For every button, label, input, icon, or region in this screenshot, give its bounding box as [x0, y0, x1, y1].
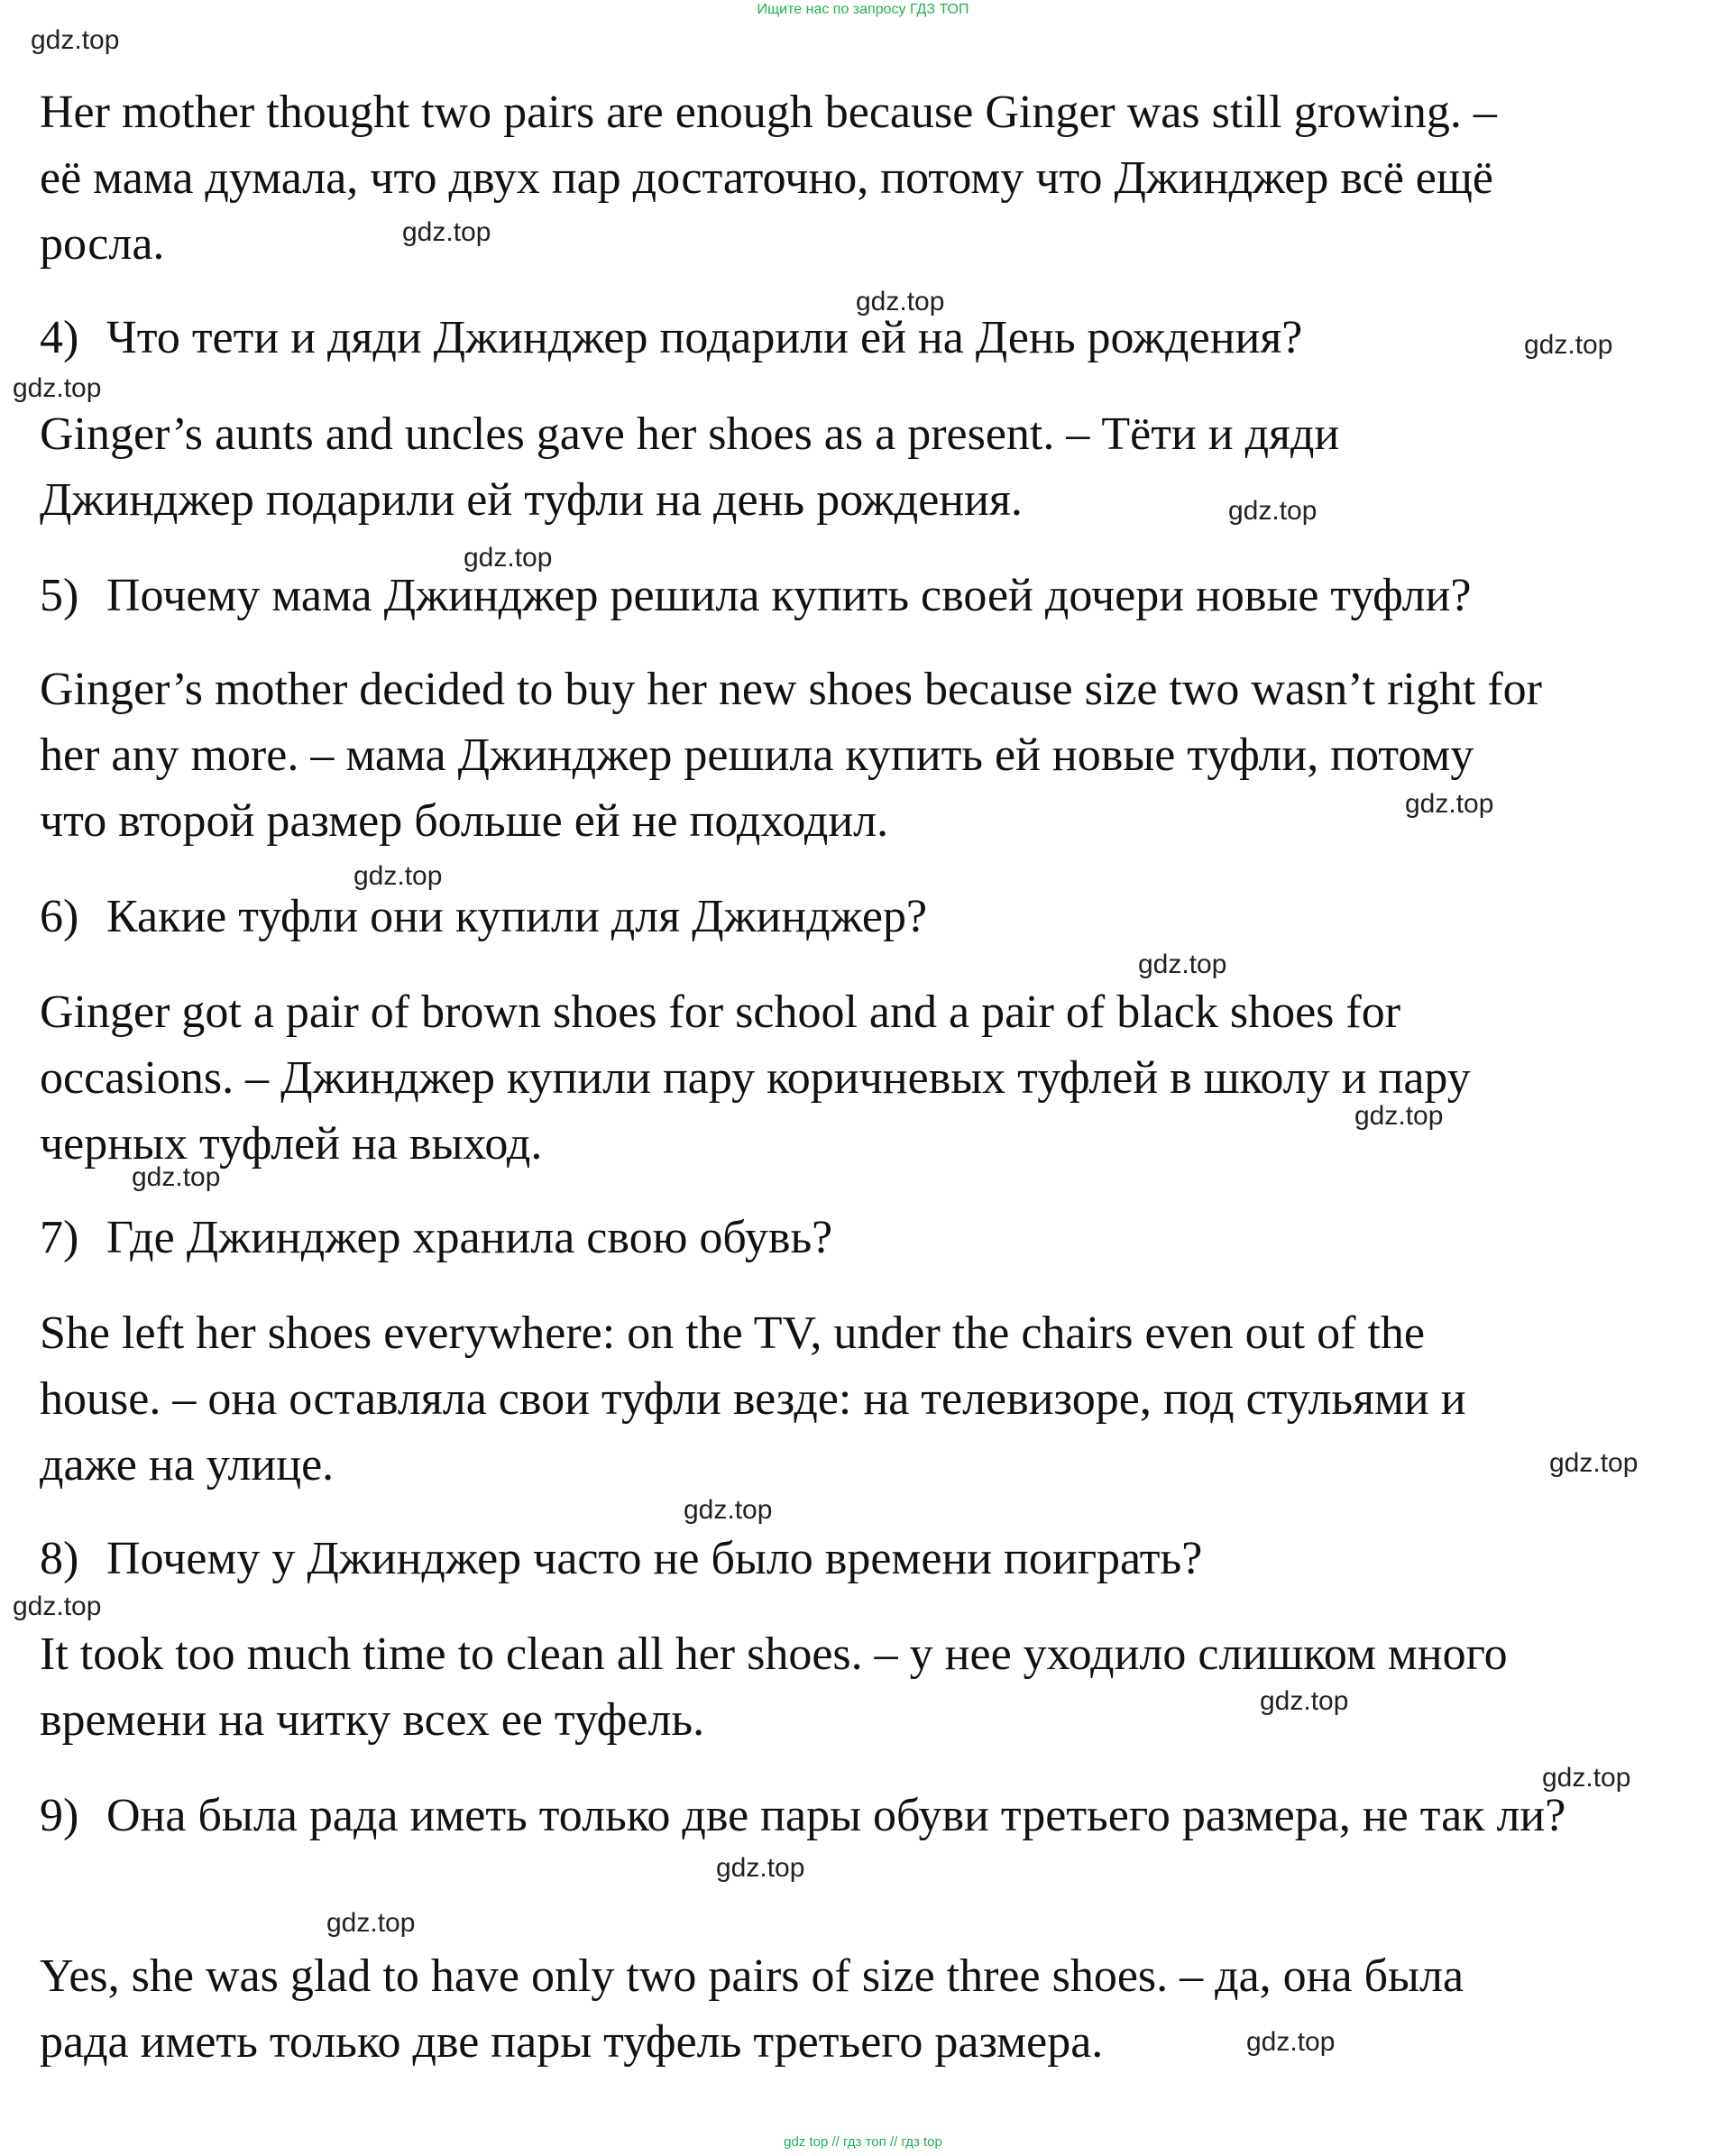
watermark: gdz.top	[1246, 2027, 1336, 2057]
watermark: gdz.top	[716, 1853, 805, 1883]
watermark: gdz.top	[1354, 1101, 1444, 1131]
watermark: gdz.top	[132, 1162, 221, 1192]
answer-6-line-3: черных туфлей на выход.	[40, 1118, 543, 1170]
question-text: Почему мама Джинджер решила купить своей дочери новые туфли?	[106, 570, 1472, 621]
watermark: gdz.top	[1542, 1763, 1631, 1793]
answer-8-line-1: It took too much time to clean all her shoes. – у нее уходило слишком много	[40, 1628, 1508, 1680]
question-number: 5)	[40, 570, 79, 621]
watermark: gdz.top	[13, 373, 102, 403]
answer-7-line-2: house. – она оставляла свои туфли везде: на телевизоре, под стульями и	[40, 1373, 1466, 1425]
answer-9-line-2: рада иметь только две пары туфель третьего размера.	[40, 2016, 1104, 2068]
answer-6-line-1: Ginger got a pair of brown shoes for school and a pair of black shoes for	[40, 986, 1401, 1038]
answer-7-line-1: She left her shoes everywhere: on the TV, under the chairs even out of the	[40, 1307, 1425, 1359]
question-6	[40, 884, 1726, 950]
question-7	[40, 1205, 1726, 1271]
question-9	[40, 1783, 1726, 1849]
answer-8-line-2: времени на читку всех ее туфель.	[40, 1694, 705, 1746]
watermark: gdz.top	[856, 287, 945, 317]
question-number: 6)	[40, 891, 79, 942]
watermark: gdz.top	[326, 1908, 416, 1938]
answer-7-line-3: даже на улице.	[40, 1439, 335, 1491]
question-number: 9)	[40, 1790, 79, 1841]
watermark: gdz.top	[1524, 330, 1613, 360]
question-text: Какие туфли они купили для Джинджер?	[106, 891, 928, 942]
answer-4-line-2: Джинджер подарили ей туфли на день рождения.	[40, 474, 1023, 526]
question-number: 4)	[40, 312, 79, 363]
watermark: gdz.top	[1260, 1686, 1349, 1716]
answer-5-line-3: что второй размер больше ей не подходил.	[40, 795, 889, 847]
footer-banner: gdz top // гдз топ // гдз top	[784, 2134, 942, 2150]
question-text: Почему у Джинджер часто не было времени поиграть?	[106, 1533, 1203, 1584]
watermark: gdz.top	[402, 217, 491, 247]
question-number: 7)	[40, 1212, 79, 1263]
question-number: 8)	[40, 1533, 79, 1584]
watermark: gdz.top	[684, 1495, 773, 1525]
question-5	[40, 563, 1726, 628]
watermark: gdz.top	[13, 1592, 102, 1621]
question-text: Где Джинджер хранила свою обувь?	[106, 1212, 833, 1263]
answer-9-line-1: Yes, she was glad to have only two pairs of size three shoes. – да, она была	[40, 1950, 1464, 2002]
watermark: gdz.top	[31, 25, 120, 55]
answer-3-line-2: её мама думала, что двух пар достаточно, потому что Джинджер всё ещё	[40, 152, 1493, 204]
watermark: gdz.top	[1549, 1448, 1639, 1478]
answer-5-line-1: Ginger’s mother decided to buy her new shoes because size two wasn’t right for	[40, 664, 1542, 715]
watermark: gdz.top	[1405, 789, 1494, 819]
header-banner: Ищите нас по запросу ГДЗ ТОП	[757, 2, 969, 17]
answer-3-line-1: Her mother thought two pairs are enough because Ginger was still growing. –	[40, 87, 1497, 138]
answer-3-line-3: росла.	[40, 218, 165, 270]
question-text: Она была рада иметь только две пары обуви третьего размера, не так ли?	[106, 1790, 1566, 1841]
watermark: gdz.top	[1228, 496, 1317, 526]
watermark: gdz.top	[1138, 950, 1227, 979]
watermark: gdz.top	[353, 861, 443, 891]
question-text: Что тети и дяди Джинджер подарили ей на День рождения?	[106, 312, 1303, 363]
answer-5-line-2: her any more. – мама Джинджер решила купить ей новые туфли, потому	[40, 729, 1474, 781]
answer-4-line-1: Ginger’s aunts and uncles gave her shoes as a present. – Тёти и дяди	[40, 408, 1340, 460]
answer-6-line-2: occasions. – Джинджер купили пару коричневых туфлей в школу и пару	[40, 1052, 1471, 1104]
watermark: gdz.top	[464, 543, 553, 573]
question-8	[40, 1526, 1726, 1592]
